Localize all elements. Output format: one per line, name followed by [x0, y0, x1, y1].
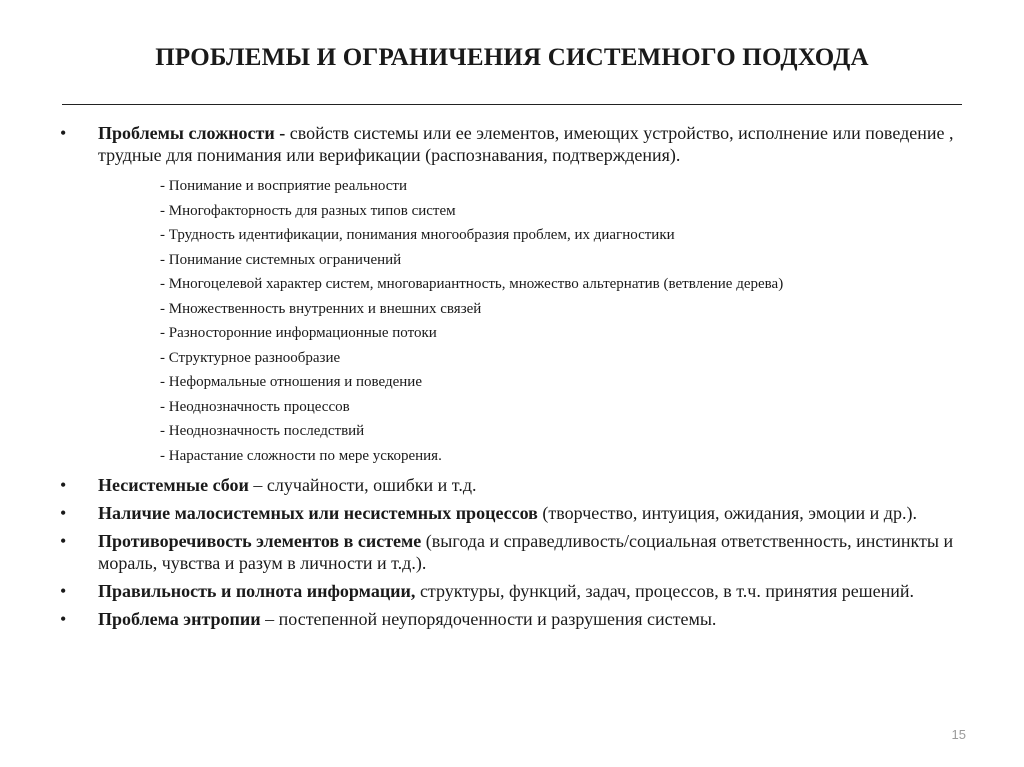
bullet-text: (выгода и справедливость/социальная ответственность, инстинкты и мораль, чувства и разум в личности и т.д.).	[98, 531, 954, 573]
list-item: - Многофакторность для разных типов систем	[160, 202, 456, 219]
bullet-heading: Проблемы сложности -	[98, 123, 286, 143]
title-underline	[62, 104, 962, 105]
bullet-list	[60, 122, 960, 630]
list-item: - Понимание системных ограничений	[160, 251, 402, 268]
list-item: - Неоднозначность последствий	[160, 423, 365, 439]
bullet-text: структуры, функций, задач, процессов, в т.ч. принятия решений.	[415, 581, 915, 601]
bullet-entropy	[60, 608, 960, 630]
list-item: - Неоднозначность процессов	[160, 398, 350, 415]
bullet-nonsystem-failures	[60, 474, 960, 496]
bullet-heading: Правильность и полнота информации,	[98, 581, 416, 601]
bullet-marker: •	[60, 581, 67, 601]
bullet-marker: •	[60, 475, 67, 495]
list-item: - Понимание и восприятие реальности	[160, 178, 407, 194]
bullet-text: (творчество, интуиция, ожидания, эмоции и др.).	[537, 503, 917, 523]
bullet-heading: Несистемные сбои	[98, 475, 249, 495]
list-item: - Нарастание сложности по мере ускорения.	[160, 447, 442, 464]
bullet-text: – случайности, ошибки и т.д.	[248, 475, 477, 495]
bullet-marker: •	[60, 609, 67, 629]
bullet-heading: Наличие малосистемных или несистемных процессов	[98, 503, 538, 523]
bullet-marker: •	[60, 503, 67, 523]
bullet-text: – постепенной неупорядоченности и разрушения системы.	[260, 609, 717, 629]
bullet-contradictions	[60, 530, 960, 574]
list-item: - Разносторонние информационные потоки	[160, 325, 437, 341]
complexity-sublist	[60, 174, 960, 468]
list-item: - Неформальные отношения и поведение	[160, 374, 422, 390]
bullet-heading: Проблема энтропии	[98, 609, 261, 629]
list-item: - Многоцелевой характер систем, многовариантность, множество альтернатив (ветвление дерева)	[160, 276, 784, 292]
page-number: 15	[951, 727, 966, 742]
bullet-text: свойств системы или ее элементов, имеющих устройство, исполнение или поведение , трудные для понимания или верификации (распознавания, подтверждения).	[98, 123, 954, 165]
slide-title: ПРОБЛЕМЫ И ОГРАНИЧЕНИЯ СИСТЕМНОГО ПОДХОДА	[155, 44, 869, 71]
bullet-heading: Противоречивость элементов в системе	[98, 531, 422, 551]
bullet-marker: •	[60, 531, 67, 551]
bullet-nonsystem-processes	[60, 502, 960, 524]
list-item: - Трудность идентификации, понимания многообразия проблем, их диагностики	[160, 227, 675, 243]
list-item: - Структурное разнообразие	[160, 349, 341, 366]
list-item: - Множественность внутренних и внешних связей	[160, 300, 482, 317]
bullet-information-correctness	[60, 580, 960, 602]
bullet-complexity	[60, 122, 960, 166]
bullet-marker: •	[60, 123, 67, 143]
